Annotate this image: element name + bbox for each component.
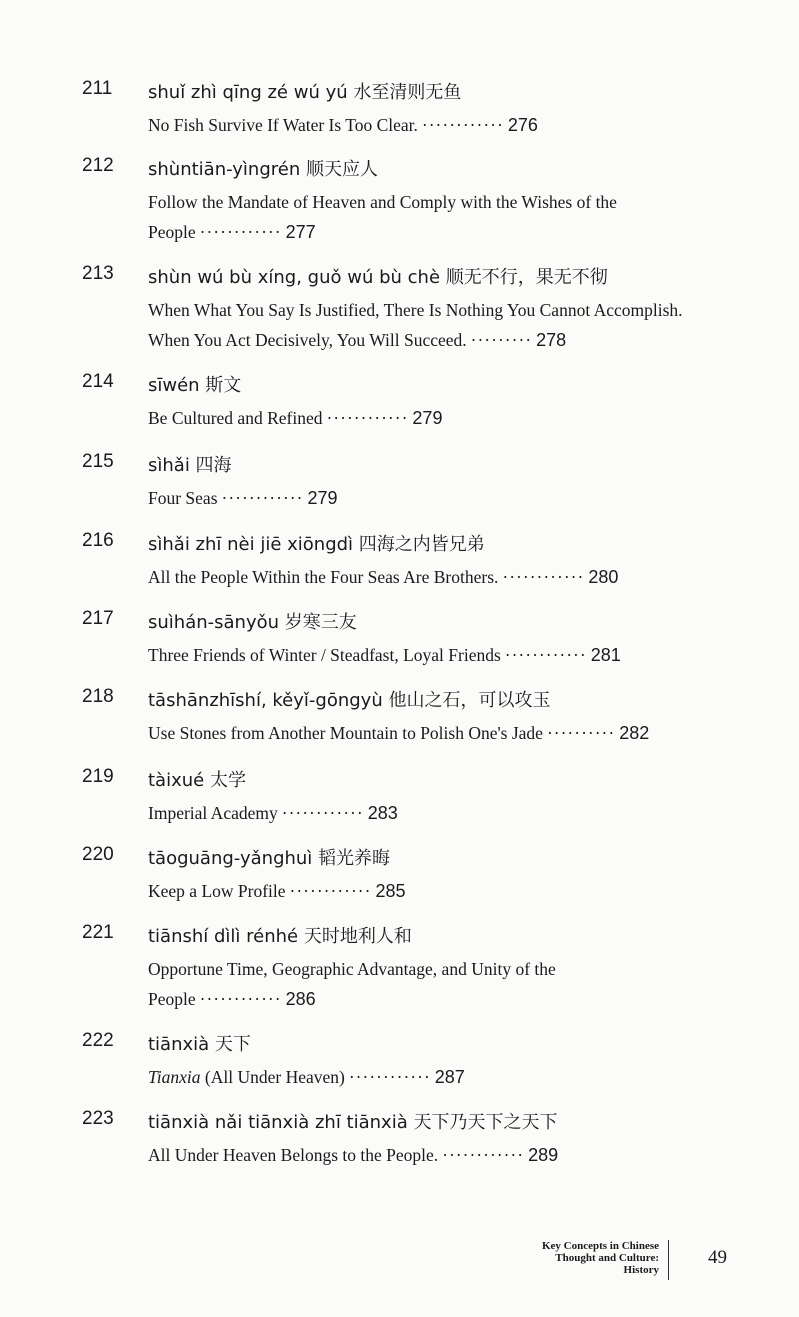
dot-leader: ············	[199, 222, 282, 242]
footer-title-line-3: History	[623, 1264, 659, 1276]
entry-translation-text: All Under Heaven Belongs to the People.	[148, 1145, 439, 1165]
entry-translation	[148, 954, 708, 1014]
dot-leader: ············	[221, 488, 304, 508]
entry-number: 211	[82, 78, 113, 99]
entry-term: tāoguāng-yǎnghuì 韬光养晦	[148, 848, 391, 869]
dot-leader: ·········	[470, 330, 533, 350]
dot-leader: ··········	[546, 723, 616, 743]
entry-translation	[148, 562, 708, 592]
entry-page-number: 282	[619, 723, 650, 743]
entry-page-number: 289	[528, 1145, 559, 1165]
entry-translation-text: (All Under Heaven)	[204, 1067, 345, 1087]
entry-number: 212	[82, 155, 114, 176]
entry-translation	[148, 110, 708, 140]
entry-translation	[148, 640, 708, 670]
entry-translation	[148, 1140, 708, 1170]
entry-term: sìhǎi 四海	[148, 455, 232, 476]
dot-leader: ············	[289, 881, 372, 901]
entry-number: 222	[82, 1030, 114, 1051]
entry-number: 221	[82, 922, 114, 943]
entry-page-number: 279	[412, 408, 443, 428]
entry-term: tiānxià 天下	[148, 1034, 251, 1055]
entry-number: 214	[82, 371, 114, 392]
entry-page-number: 279	[307, 488, 338, 508]
entry-translation-text: Opportune Time, Geographic Advantage, and Unity of the People	[148, 959, 556, 1009]
entry-translation	[148, 483, 708, 513]
entry-translation-text: No Fish Survive If Water Is Too Clear.	[148, 115, 418, 135]
entry-translation-text: Keep a Low Profile	[148, 881, 286, 901]
dot-leader: ············	[281, 803, 364, 823]
dot-leader: ············	[199, 989, 282, 1009]
entry-term: sīwén 斯文	[148, 375, 242, 396]
entry-term: tiānshí dìlì rénhé 天时地利人和	[148, 926, 412, 947]
dot-leader: ············	[502, 567, 585, 587]
dot-leader: ············	[348, 1067, 431, 1087]
entry-number: 216	[82, 530, 114, 551]
entry-term: tāshānzhīshí, kěyǐ-gōngyù 他山之石，可以攻玉	[148, 690, 551, 711]
entry-term: shùntiān-yìngrén 顺天应人	[148, 159, 378, 180]
entry-number: 215	[82, 451, 114, 472]
entry-page-number: 278	[536, 330, 567, 350]
entry-translation-text: Follow the Mandate of Heaven and Comply with the Wishes of the People	[148, 192, 617, 242]
entry-translation	[148, 1062, 708, 1092]
entry-number: 220	[82, 844, 114, 865]
entry-translation	[148, 718, 708, 748]
dot-leader: ············	[326, 408, 409, 428]
entry-page-number: 285	[375, 881, 406, 901]
entry-number: 219	[82, 766, 114, 787]
entry-page-number: 276	[507, 115, 538, 135]
entry-page-number: 287	[434, 1067, 465, 1087]
entry-translation-text: Use Stones from Another Mountain to Polish One's Jade	[148, 723, 543, 743]
dot-leader: ············	[442, 1145, 525, 1165]
entry-translation	[148, 876, 708, 906]
entry-page-number: 277	[285, 222, 316, 242]
entry-term: shùn wú bù xíng, guǒ wú bù chè 顺无不行，果无不彻	[148, 267, 608, 288]
entry-number: 213	[82, 263, 114, 284]
dot-leader: ············	[504, 645, 587, 665]
entry-translation-text: All the People Within the Four Seas Are Brothers.	[148, 567, 499, 587]
entry-translation	[148, 403, 708, 433]
entry-page-number: 283	[367, 803, 398, 823]
entry-number: 218	[82, 686, 114, 707]
entry-term: shuǐ zhì qīng zé wú yú 水至清则无鱼	[148, 82, 462, 103]
entry-translation-text: Imperial Academy	[148, 803, 278, 823]
entry-translation-text: Three Friends of Winter / Steadfast, Loyal Friends	[148, 645, 501, 665]
entry-translation	[148, 295, 708, 355]
entry-page-number: 281	[590, 645, 621, 665]
page-number: 49	[708, 1247, 727, 1268]
entry-number: 223	[82, 1108, 114, 1129]
entry-term: sìhǎi zhī nèi jiē xiōngdì 四海之内皆兄弟	[148, 534, 485, 555]
entry-page-number: 280	[588, 567, 619, 587]
footer-divider	[668, 1240, 669, 1280]
footer-title-line-2: Thought and Culture:	[555, 1252, 659, 1264]
entry-translation	[148, 798, 708, 828]
dot-leader: ············	[421, 115, 504, 135]
entry-page-number: 286	[285, 989, 316, 1009]
entry-term: tiānxià nǎi tiānxià zhī tiānxià 天下乃天下之天下	[148, 1112, 558, 1133]
footer-title-line-1: Key Concepts in Chinese	[541, 1240, 659, 1252]
entry-translation-text: Be Cultured and Refined	[148, 408, 323, 428]
running-footer-title	[542, 1240, 659, 1276]
entry-term: tàixué 太学	[148, 770, 246, 791]
entry-translation-text: Four Seas	[148, 488, 218, 508]
entry-translation	[148, 187, 708, 247]
entry-term: suìhán-sānyǒu 岁寒三友	[148, 612, 357, 633]
entry-translation-text: When What You Say Is Justified, There Is Nothing You Cannot Accomplish. When You Act Decisively, You Will Succeed.	[148, 300, 683, 350]
entry-translation-italic: Tianxia	[148, 1067, 201, 1087]
entry-number: 217	[82, 608, 114, 629]
